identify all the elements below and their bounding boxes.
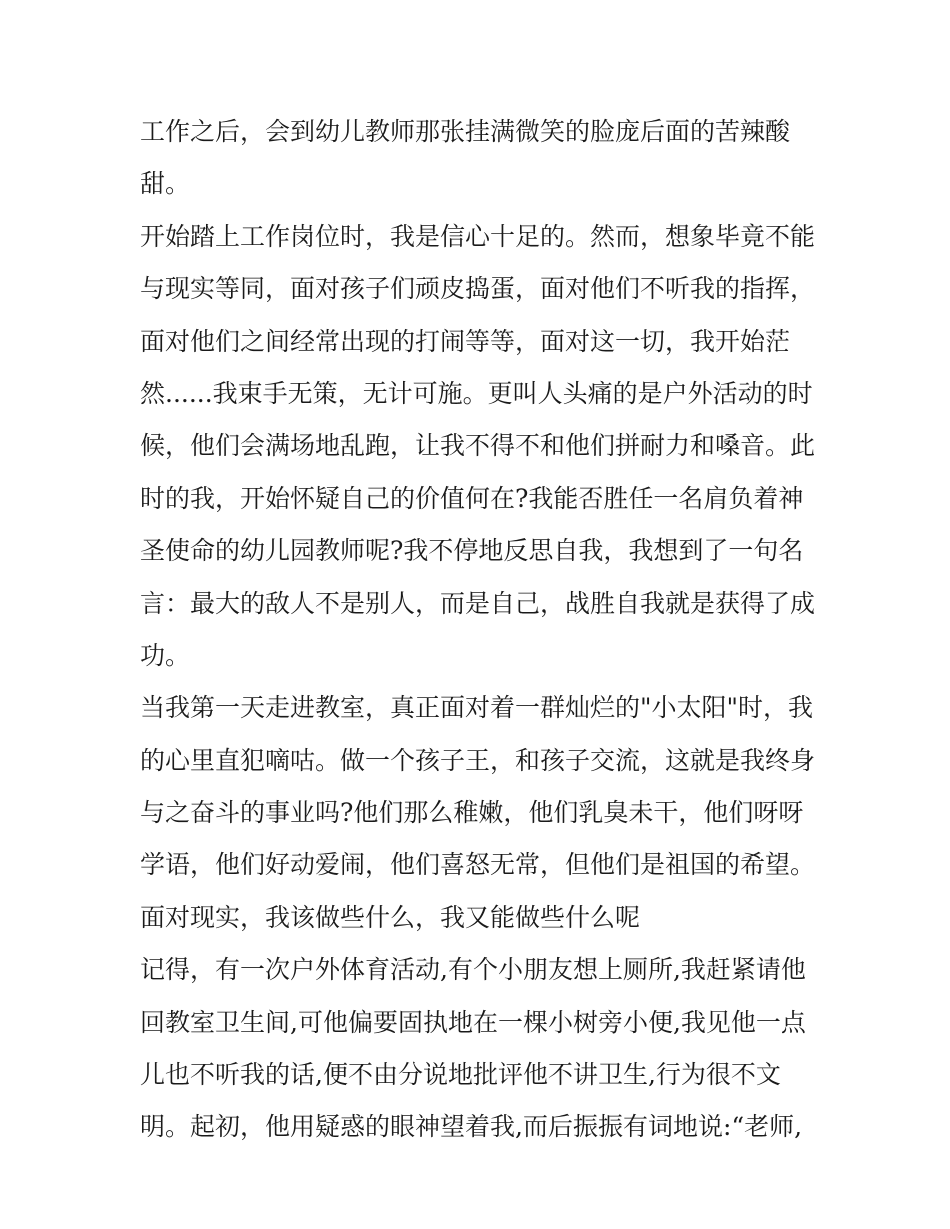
text-line: 的心里直犯嘀咕。做一个孩子王，和孩子交流，这就是我终身 bbox=[140, 745, 816, 775]
text-line: 记得，有一次户外体育活动,有个小朋友想上厕所,我赶紧请他 bbox=[140, 955, 806, 985]
text-line: 面对他们之间经常出现的打闹等等，面对这一切，我开始茫 bbox=[140, 326, 791, 356]
text-line: 候，他们会满场地乱跑，让我不得不和他们拼耐力和嗓音。此 bbox=[140, 431, 816, 461]
text-line: 面对现实，我该做些什么，我又能做些什么呢 bbox=[140, 902, 641, 932]
text-line: 与现实等同，面对孩子们顽皮捣蛋，面对他们不听我的指挥， bbox=[140, 274, 816, 304]
text-line: 当我第一天走进教室，真正面对着一群灿烂的"小太阳"时，我 bbox=[140, 693, 814, 723]
text-line: 回教室卫生间,可他偏要固执地在一棵小树旁小便,我见他一点 bbox=[140, 1007, 806, 1037]
text-line: 甜。 bbox=[140, 169, 191, 199]
text-line: 言：最大的敌人不是别人，而是自己，战胜自我就是获得了成 bbox=[140, 588, 816, 618]
text-line: 功。 bbox=[140, 640, 191, 670]
text-line: 与之奋斗的事业吗?他们那么稚嫩，他们乳臭未干，他们呀呀 bbox=[140, 798, 804, 828]
body-text bbox=[140, 106, 820, 1154]
text-line: 明。起初，他用疑惑的眼神望着我,而后振振有词地说:“老师, bbox=[140, 1112, 803, 1142]
text-line: 学语，他们好动爱闹，他们喜怒无常，但他们是祖国的希望。 bbox=[140, 850, 816, 880]
text-line: 工作之后，会到幼儿教师那张挂满微笑的脸庞后面的苦辣酸 bbox=[140, 117, 791, 146]
text-line: 儿也不听我的话,便不由分说地批评他不讲卫生,行为很不文 bbox=[140, 1060, 781, 1090]
text-line: 时的我，开始怀疑自己的价值何在?我能否胜任一名肩负着神 bbox=[140, 483, 804, 513]
text-line: 然......我束手无策，无计可施。更叫人头痛的是户外活动的时 bbox=[140, 378, 813, 408]
text-line: 圣使命的幼儿园教师呢?我不停地反思自我，我想到了一句名 bbox=[140, 536, 804, 566]
text-line: 开始踏上工作岗位时，我是信心十足的。然而，想象毕竟不能 bbox=[140, 221, 816, 251]
